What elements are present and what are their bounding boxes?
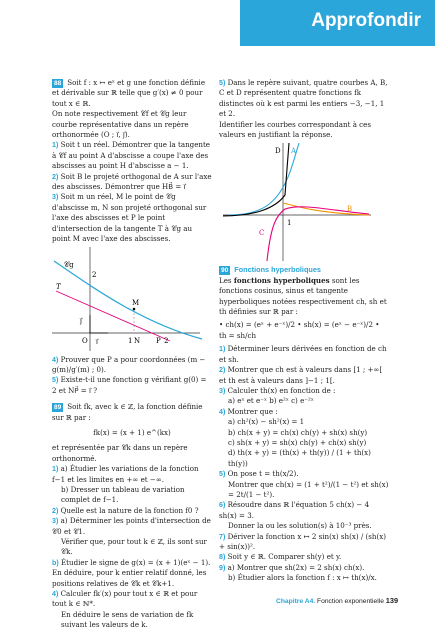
exercise-88-intro2: On note respectivement 𝒞f et 𝒞g leur courbe représentative dans un repère orthonormée (O ; i⃗, j⃗). xyxy=(52,109,189,140)
label-d: D xyxy=(275,147,281,156)
exercise-88-graph xyxy=(52,247,212,353)
exercise-90-q6b: Donner la ou les solution(s) à 10⁻³ près. xyxy=(228,521,372,531)
exercise-90-q6: 6) Résoudre dans ℝ l'équation 5 ch(x) − 4 sh(x) = 3. xyxy=(219,500,370,520)
exercise-90-q9a: 9) a) Montrer que sh(2x) = 2 sh(x) ch(x). xyxy=(219,562,365,572)
exercise-90-intro: Les fonctions hyperboliques sont les fonctions cosinus, sinus et tangente hyperboliques notées respectivement ch, sh et th définies sur ℝ par : xyxy=(219,275,387,317)
tangent-t xyxy=(56,291,170,341)
exercise-88-q4: 4) Prouver que P a pour coordonnées (m − g(m)/g′(m) ; 0). xyxy=(52,354,206,374)
label-one-x: 1 xyxy=(128,336,133,345)
exercise-90-q5b: Montrer que ch(x) = (1 + t²)/(1 − t²) et sh(x) = 2t/(1 − t²). xyxy=(228,479,389,499)
left-column xyxy=(52,78,212,631)
label-t: T xyxy=(56,282,61,291)
exercise-89-q3a2: Vérifier que, pour tout k ∈ ℤ, ils sont sur 𝒞k. xyxy=(61,537,207,557)
exercise-89-q5b: Identifier les courbes correspondant à ces valeurs en justifiant la réponse. xyxy=(219,119,371,140)
label-o: O xyxy=(82,336,88,345)
exercise-89-q2: 2) Quelle est la nature de la fonction f0 ? xyxy=(52,505,199,515)
label-m: M xyxy=(132,298,140,307)
exercise-90-q1: 1) Déterminer leurs dérivées en fonction de ch et sh. xyxy=(219,344,387,364)
exercise-88-q1: 1) Soit t un réel. Démontrer que la tangente à 𝒞f au point A d'abscisse a coupe l'axe des abscisses au point H d'abscisse a − 1. xyxy=(52,140,211,171)
exercise-90-defs: • ch(x) = (eˣ + e⁻ˣ)/2 • sh(x) = (eˣ − e⁻ˣ)/2 • th = sh/ch xyxy=(219,320,380,340)
label-cg: 𝒞g xyxy=(64,260,74,269)
header-banner xyxy=(240,0,435,46)
label-two-x: 2 xyxy=(164,336,169,345)
label-j: j⃗ xyxy=(80,316,82,325)
page-title: Approfondir xyxy=(311,10,421,31)
footer-title: Fonction exponentielle xyxy=(317,598,384,605)
exercise-90-q4a: a) ch²(x) − sh²(x) = 1 xyxy=(228,417,305,427)
exercise-89-q1a: 1) a) Étudier les variations de la fonction f−1 et les limites en +∞ et −∞. xyxy=(52,464,199,484)
exercise-90-q7: 7) Dériver la fonction x ↦ 2 sin(x) sh(x) / (sh(x) + sin(x))². xyxy=(219,531,387,551)
label-p: P xyxy=(156,336,161,345)
exercise-90-q9b: b) Étudier alors la fonction f : x ↦ th(x)/x. xyxy=(228,573,377,583)
label-n: N xyxy=(134,336,141,345)
exercise-90-q4b: b) ch(x + y) = ch(x) ch(y) + sh(x) sh(y) xyxy=(228,427,368,437)
exercise-90-q4c: c) sh(x + y) = sh(x) ch(y) + ch(x) sh(y) xyxy=(228,437,367,447)
exercise-number: 90 xyxy=(221,267,229,275)
exercise-90-q8: 8) Soit y ∈ ℝ. Comparer sh(y) et y. xyxy=(219,552,342,562)
label-b: B xyxy=(347,205,353,214)
exercise-90-title: 90 Fonctions hyperboliques xyxy=(221,265,321,275)
exercise-89-q5: 5) Dans le repère suivant, quatre courbes A, B, C et D représentent quatre fonctions fk distinctes où k est parmi les entiers −3, −1, 1 et 2. xyxy=(219,78,388,119)
exercise-89-q4b: En déduire le sens de variation de fk suivant les valeurs de k. xyxy=(61,609,194,630)
exercise-89-q3b: b) Étudier le signe de g(x) = (x + 1)(eˣ − 1). xyxy=(52,557,211,567)
page-footer xyxy=(276,596,398,605)
exercise-number: 88 xyxy=(54,80,62,87)
exercise-89-q3b2: En déduire, pour k entier relatif donné, les positions relatives de 𝒞k et 𝒞k+1. xyxy=(52,568,207,588)
label-two-y: 2 xyxy=(92,270,97,279)
label-one: 1 xyxy=(287,219,292,228)
exercise-89-formula: fk(x) = (x + 1) e^(kx) xyxy=(93,427,171,437)
exercise-88-q2: 2) Soit B le projeté orthogonal de A sur l'axe des abscisses. Démontrer que HB⃗ = i⃗ xyxy=(52,171,212,192)
exercise-88-q3: 3) Soit m un réel, M le point de 𝒞g d'abscisse m, N son projeté orthogonal sur l'axe des abscisses et P le point d'intersection de la tangente T à 𝒞g au point M avec l'axe des abscisses. xyxy=(52,192,207,244)
exercise-90-q2: 2) Montrer que ch est à valeurs dans [1 ; +∞[ et th est à valeurs dans ]−1 ; 1[. xyxy=(219,365,383,385)
exercise-88-intro: 88 Soit f : x ↦ eˣ et g une fonction définie et dérivable sur ℝ telle que g′(x) ≠ 0 pour tout x ∈ ℝ. xyxy=(52,78,206,108)
right-column xyxy=(219,78,389,584)
exercise-90-q3abc: a) eˣ et e⁻ˣ b) e²ˣ c) e⁻²ˣ xyxy=(228,396,314,406)
exercise-89-q4: 4) Calculer fk′(x) pour tout x ∈ ℝ et pour tout k ∈ ℕ*. xyxy=(52,589,198,609)
exercise-89-q1b: b) Dresser un tableau de variation complet de f−1. xyxy=(61,484,185,505)
exercise-89-intro2: et représentée par 𝒞k dans un repère orthonormé. xyxy=(52,443,188,463)
exercise-90-q4d: d) th(x + y) = (th(x) + th(y)) / (1 + th(x) th(y)) xyxy=(228,448,371,468)
label-i: i⃗ xyxy=(96,337,98,346)
point-m xyxy=(133,307,136,310)
label-c: C xyxy=(259,229,265,238)
exercise-89-graph xyxy=(223,143,373,261)
footer-chapter: Chapitre A4. xyxy=(276,598,316,605)
label-a: A xyxy=(291,147,297,156)
exercise-90-q3: 3) Calculer th(x) en fonction de : xyxy=(219,385,336,395)
exercise-90-q4: 4) Montrer que : xyxy=(219,406,278,416)
exercise-90-q5: 5) On pose t = th(x/2). xyxy=(219,469,299,479)
exercise-88-q5: 5) Existe-t-il une fonction g vérifiant g(0) = 2 et NP⃗ = i⃗ ? xyxy=(52,375,207,395)
exercise-89-q3a: 3) a) Déterminer les points d'intersection de 𝒞0 et 𝒞1. xyxy=(52,516,211,536)
page-number: 139 xyxy=(385,596,399,605)
exercise-number: 89 xyxy=(54,404,62,412)
exercise-89-intro: 89 Soit fk, avec k ∈ ℤ, la fonction définie sur ℝ par : xyxy=(52,402,203,422)
